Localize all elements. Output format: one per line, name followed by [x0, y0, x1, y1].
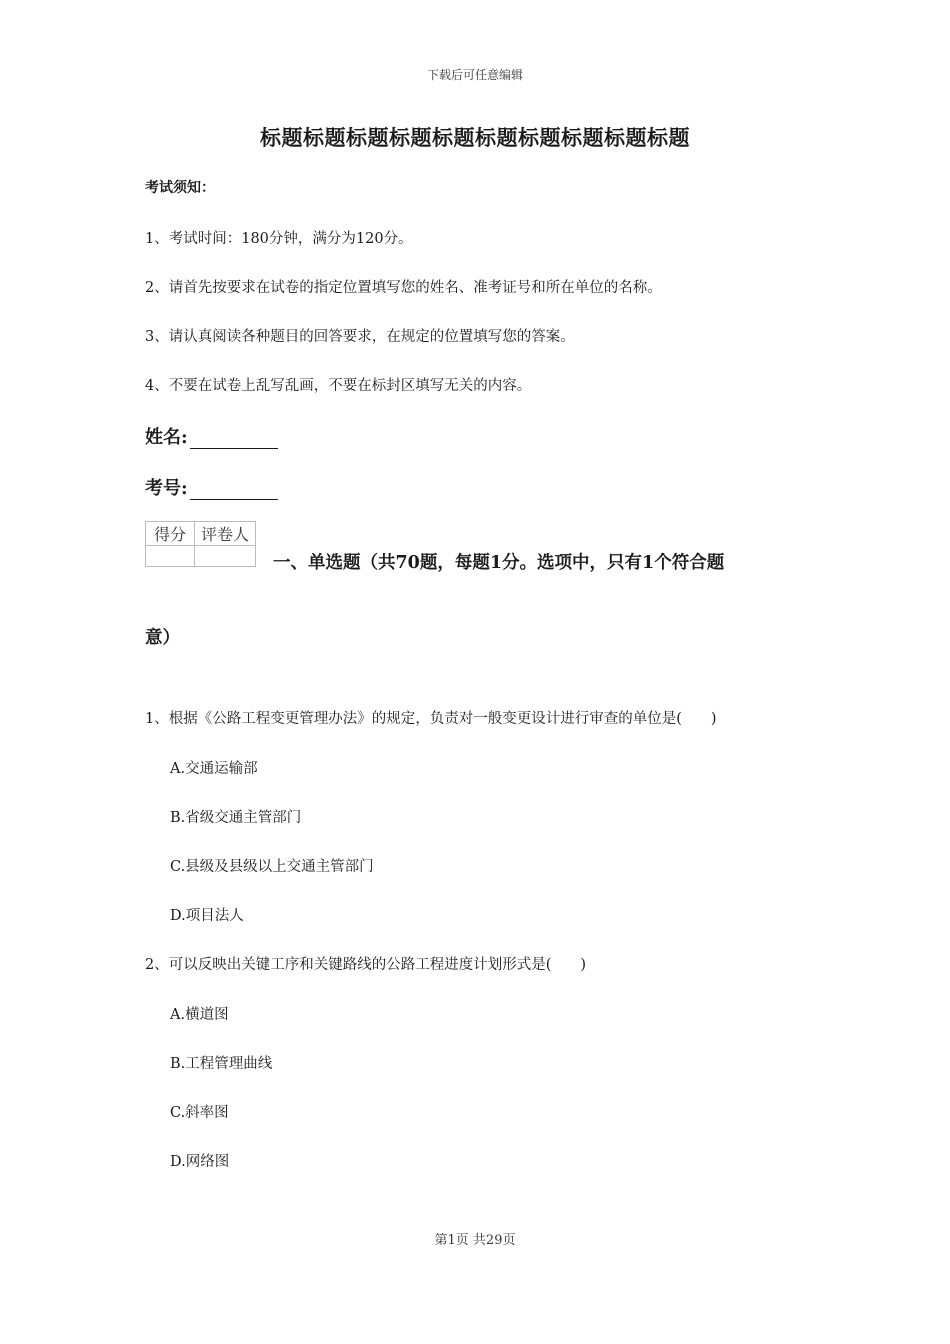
name-label: 姓名: — [145, 427, 188, 448]
question-option: D.项目法人 — [170, 908, 244, 924]
document-title: 标题标题标题标题标题标题标题标题标题标题 — [260, 125, 690, 150]
question-option: C.斜率图 — [170, 1105, 229, 1121]
score-cell — [146, 546, 195, 567]
score-header: 得分 — [146, 522, 195, 546]
exam-number-blank-line — [190, 481, 278, 500]
question-option: C.县级及县级以上交通主管部门 — [170, 859, 374, 875]
score-table — [145, 521, 256, 567]
question-option: D.网络图 — [170, 1154, 230, 1170]
section-title: 一、单选题（共70题，每题1分。选项中，只有1个符合题 — [273, 553, 725, 573]
grader-cell — [195, 546, 256, 567]
notice-item: 2、请首先按要求在试卷的指定位置填写您的姓名、准考证号和所在单位的名称。 — [145, 280, 662, 296]
question-option: A.横道图 — [170, 1007, 229, 1023]
exam-number-field — [145, 474, 278, 500]
question-option: B.省级交通主管部门 — [170, 810, 302, 826]
notice-item: 1、考试时间：180分钟，满分为120分。 — [145, 231, 413, 247]
section-title-continued: 意） — [145, 628, 180, 648]
question-option: B.工程管理曲线 — [170, 1056, 273, 1072]
header-note: 下载后可任意编辑 — [426, 68, 523, 82]
page-footer: 第1页 共29页 — [434, 1233, 516, 1248]
name-blank-line — [190, 430, 278, 449]
notice-heading: 考试须知： — [145, 180, 215, 196]
question-stem: 2、可以反映出关键工序和关键路线的公路工程进度计划形式是( ) — [145, 957, 587, 973]
notice-item: 3、请认真阅读各种题目的回答要求，在规定的位置填写您的答案。 — [145, 329, 575, 345]
name-field — [145, 423, 278, 449]
question-stem: 1、根据《公路工程变更管理办法》的规定，负责对一般变更设计进行审查的单位是( ) — [145, 711, 717, 727]
notice-item: 4、不要在试卷上乱写乱画，不要在标封区填写无关的内容。 — [145, 378, 532, 394]
grader-header: 评卷人 — [195, 522, 256, 546]
exam-number-label: 考号: — [145, 478, 188, 499]
question-option: A.交通运输部 — [170, 761, 258, 777]
